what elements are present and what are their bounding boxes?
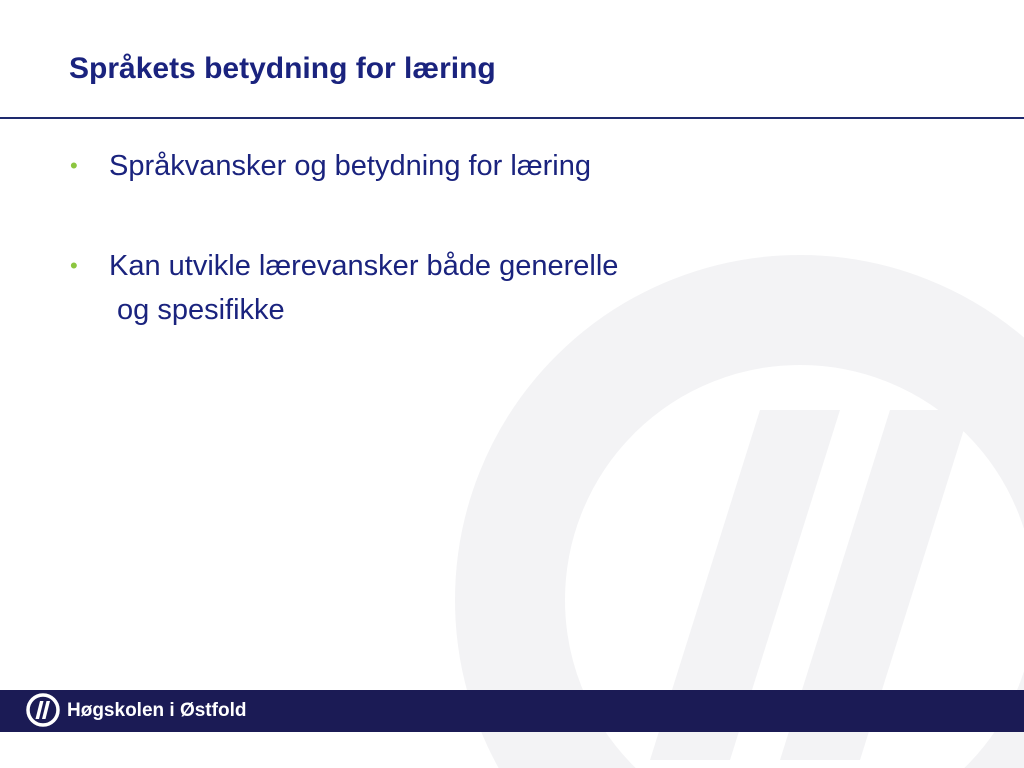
institution-name: Høgskolen i Østfold bbox=[67, 700, 247, 721]
bullet-item bbox=[70, 244, 970, 332]
bullet-marker: • bbox=[70, 153, 78, 178]
bullet-item bbox=[70, 144, 970, 188]
bullet-text-continuation: og spesifikke bbox=[117, 294, 285, 326]
bullet-text: Språkvansker og betydning for læring bbox=[109, 150, 591, 182]
bullet-marker: • bbox=[70, 253, 78, 278]
slide-title: Språkets betydning for læring bbox=[69, 52, 496, 85]
title-divider bbox=[0, 117, 1024, 119]
hiof-logo-icon bbox=[25, 692, 61, 728]
bullet-list bbox=[70, 144, 970, 332]
bullet-text: Kan utvikle lærevansker både generelle bbox=[109, 250, 619, 282]
